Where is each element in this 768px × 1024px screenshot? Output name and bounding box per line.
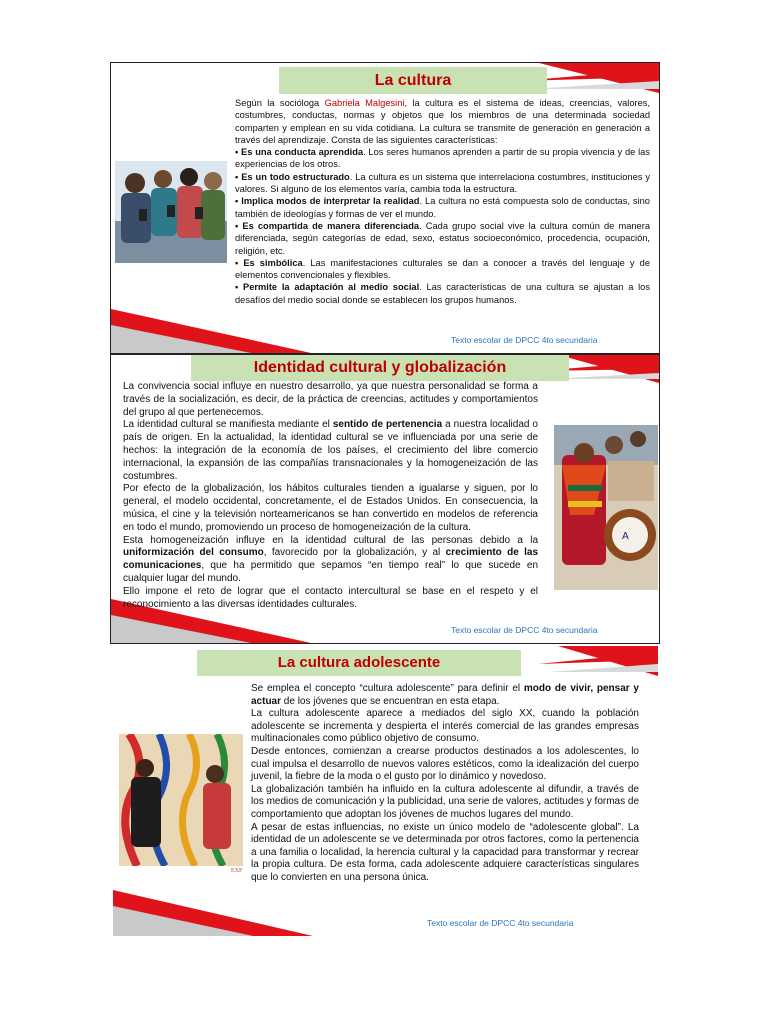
red-swoosh-bottom-left [113, 882, 313, 936]
photo-credit-mark: EXP [231, 868, 243, 874]
red-swoosh-top-right [538, 646, 658, 684]
slide-title: Identidad cultural y globalización [191, 355, 569, 381]
paragraph: Ello impone el reto de lograr que el contacto intercultural se base en el respeto y el reconocimiento a las diversas identidades culturales. [123, 585, 538, 610]
paragraph: Desde entonces, comienzan a crearse productos destinados a los adolescentes, lo cual impulsa el desarrollo de nuevos valores estéticos, como la idealización del cuerpo juvenil, la fiebre de la moda o el gusto por lo dinámico y novedoso. [251, 745, 639, 783]
paragraph: La convivencia social influye en nuestro desarrollo, ya que nuestra personalidad se forma a través de la socialización, es decir, de la práctica de creencias, actitudes y comportamientos del grupo al que pertenecemos. [123, 381, 538, 418]
source-note: Texto escolar de DPCC 4to secundaria [451, 625, 598, 635]
list-item: • Es compartida de manera diferenciada. Cada grupo social vive la cultura común de manera diferenciada, según categorías de edad, sexo, estatus socioeconómico, procedencia, ocupación, religión, etc. [235, 220, 650, 256]
paragraph: Se emplea el concepto “cultura adolescente” para definir el modo de vivir, pensar y actuar de los jóvenes que se encuentran en esta etapa. [251, 683, 639, 707]
slide-body [235, 97, 650, 306]
teens-painting-mural-photo [119, 734, 243, 866]
paragraph: A pesar de estas influencias, no existe un único modelo de “adolescente global”. La identidad de un adolescente se ve determinada por otros factores, como la pertenencia a una familia o localidad, la herencia cultural y la capacidad para transformar y recrear la propia cultura. De esta forma, cada adolescente adquiere características singulares que lo convierten en una persona única. [251, 821, 639, 883]
list-item: • Permite la adaptación al medio social. Las características de una cultura se ajustan a los desafíos del medio social donde se establecen los grupos humanos. [235, 282, 651, 305]
paragraph: Esta homogeneización influye en la identidad cultural de las personas debido a la uniformización del consumo, favorecido por la globalización, y al crecimiento de las comunicaciones, que ha permitido que sepamos “en tiempo real” lo que sucede en cualquier lugar del mundo. [123, 534, 539, 584]
svg-text:A: A [622, 531, 629, 542]
slide-title: La cultura adolescente [197, 650, 521, 676]
teens-with-phones-photo [115, 161, 227, 263]
paragraph: La globalización también ha influido en la cultura adolescente al difundir, a través de los medios de comunicación y la publicidad, una serie de valores, actitudes y formas de comportamiento que adoptan los jóvenes de muchos lugares del mundo. [251, 783, 639, 820]
author-name: Gabriela Malgesini [324, 98, 405, 108]
slide-cultura-adolescente [113, 646, 658, 936]
slide-identidad-cultural [110, 354, 660, 644]
paragraph: La cultura adolescente aparece a mediados del siglo XX, cuando la población adolescente se incrementa y despierta el interés comercial de las grandes empresas multinacionales como público objetivo de consumo. [251, 708, 639, 745]
slide-body [123, 381, 538, 611]
list-item: • Implica modos de interpretar la realidad. La cultura no está compuesta solo de conductas, sino también de ideologías y formas de ver el mundo. [235, 196, 650, 219]
list-item: • Es una conducta aprendida. Los seres humanos aprenden a partir de su propia vivencia y de las experiencias de los otros. [235, 147, 650, 170]
source-note: Texto escolar de DPCC 4to secundaria [451, 335, 598, 345]
paragraph: La identidad cultural se manifiesta mediante el sentido de pertenencia a nuestra localidad o país de origen. En la actualidad, la identidad cultural se ve influenciada por una serie de hechos: la integración de la economía de los países, el crecimiento del libre comercio internacional, la expansión de las compañías transnacionales y la homogeneización de las costumbres. [123, 419, 538, 482]
intro-paragraph: Según la socióloga Gabriela Malgesini, la cultura es el sistema de ideas, creencias, valores, costumbres, conductas, normas y objetos que los miembros de una determinada sociedad comparten y emplean en su vida cotidiana. La cultura se transmite de generación en generación a través del aprendizaje. Consta de las siguientes características: [235, 98, 650, 145]
list-item: • Es simbólica. Las manifestaciones culturales se dan a conocer a través del lenguaje y de elementos convencionales y flexibles. [235, 257, 650, 281]
slide-title: La cultura [279, 67, 547, 94]
slide-body [251, 683, 639, 885]
paragraph: Por efecto de la globalización, los hábitos culturales tienden a igualarse y siguen, por lo general, el modelo occidental, concretamente, el de Estados Unidos. En consecuencia, la música, el cine y la televisión norteamericanos se han convertido en modelos de referencia en todo el mundo, promoviendo un proceso de homogeneización de la cultura. [123, 483, 538, 533]
andean-festival-photo [554, 425, 658, 590]
list-item: • Es un todo estructurado. La cultura es un sistema que interrelaciona costumbres, instituciones y valores. Si alguno de los elementos varía, cambia toda la estructura. [235, 171, 650, 195]
red-swoosh-bottom-left [111, 301, 311, 353]
slide-la-cultura [110, 62, 660, 354]
source-note: Texto escolar de DPCC 4to secundaria [427, 918, 574, 928]
